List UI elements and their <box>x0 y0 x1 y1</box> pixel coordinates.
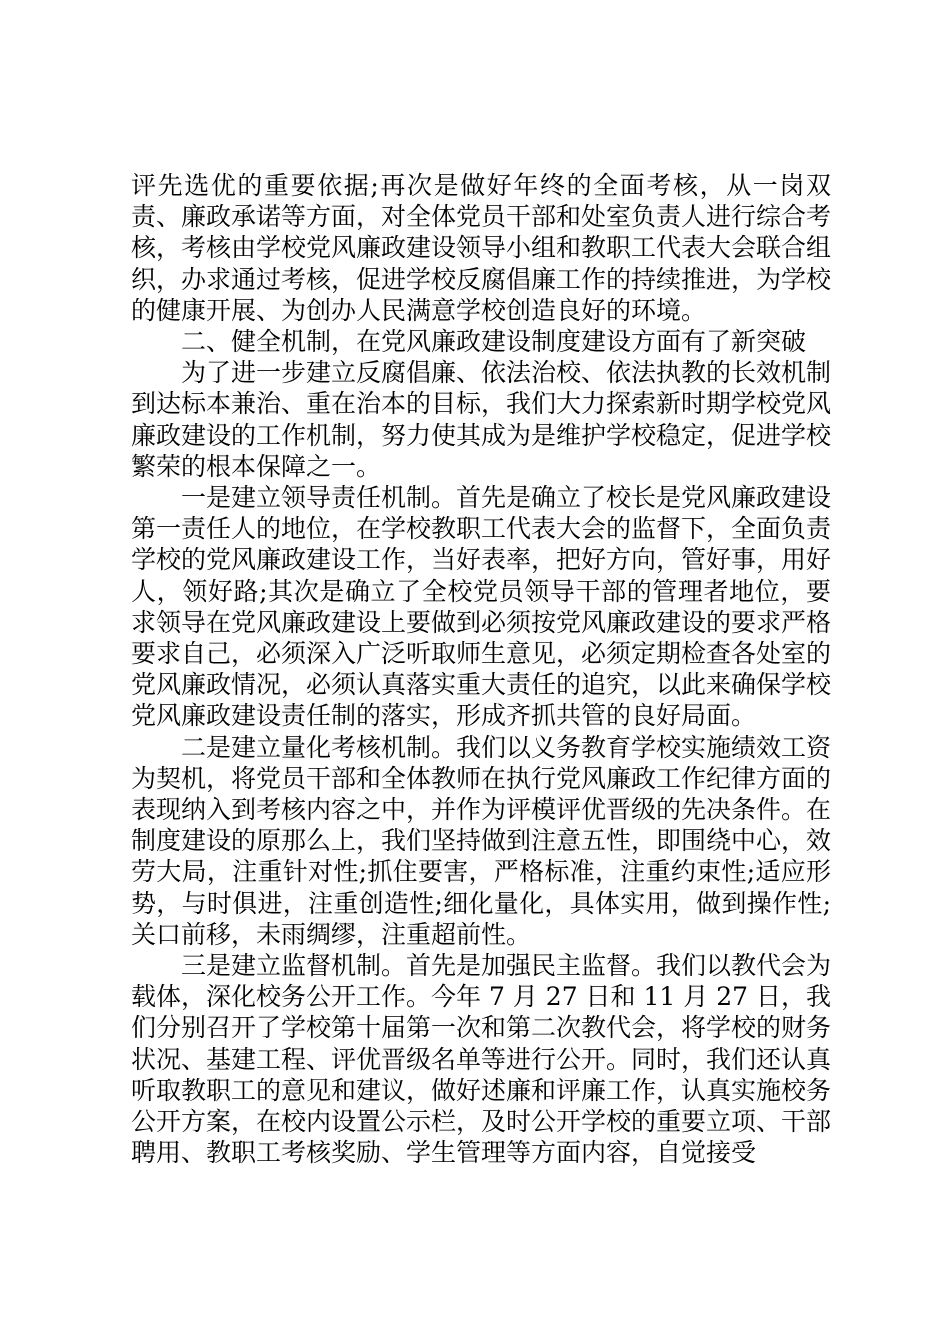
paragraph-3: 为了进一步建立反腐倡廉、依法治校、依法执教的长效机制到达标本兼治、重在治本的目标，我们大力探索新时期学校党风廉政建设的工作机制，努力使其成为是维护学校稳定，促进学校繁荣的根本保障之一。 <box>131 358 832 481</box>
document-body <box>131 170 831 1169</box>
paragraph-4: 一是建立领导责任机制。首先是确立了校长是党风廉政建设第一责任人的地位，在学校教职工代表大会的监督下，全面负责学校的党风廉政建设工作，当好表率，把好方向，管好事，用好人，领好路;其次是确立了全校党员领导干部的管理者地位，要求领导在党风廉政建设上要做到必须按党风廉政建设的要求严格要求自己，必须深入广泛听取师生意见，必须定期检查各处室的党风廉政情况，必须认真落实重大责任的追究，以此来确保学校党风廉政建设责任制的落实，形成齐抓共管的良好局面。 <box>131 483 832 731</box>
paragraph-1: 评先选优的重要依据;再次是做好年终的全面考核，从一岗双责、廉政承诺等方面，对全体党员干部和处室负责人进行综合考核，考核由学校党风廉政建设领导小组和教职工代表大会联合组织，办求通过考核，促进学校反腐倡廉工作的持续推进，为学校的健康开展、为创办人民满意学校创造良好的环境。 <box>131 171 832 325</box>
paragraph-6: 三是建立监督机制。首先是加强民主监督。我们以教代会为载体，深化校务公开工作。今年 7 月 27 日和 11 月 27 日，我们分别召开了学校第十届第一次和第二次教代会，将学校的财务状况、基建工程、评优晋级名单等进行公开。同时，我们还认真听取教职工的意见和建议，做好述廉和评廉工作，认真实施校务公开方案，在校内设置公示栏，及时公开学校的重要立项、干部聘用、教职工考核奖励、学生管理等方面内容，自觉接受 <box>131 951 832 1168</box>
section-heading-2: 二、健全机制，在党风廉政建设制度建设方面有了新突破 <box>181 327 807 357</box>
paragraph-5: 二是建立量化考核机制。我们以义务教育学校实施绩效工资为契机，将党员干部和全体教师在执行党风廉政工作纪律方面的表现纳入到考核内容之中，并作为评模评优晋级的先决条件。在制度建设的原那么上，我们坚持做到注意五性，即围绕中心，效劳大局，注重针对性;抓住要害，严格标准，注重约束性;适应形势，与时俱进，注重创造性;细化量化，具体实用，做到操作性;关口前移，未雨绸缪，注重超前性。 <box>131 732 832 949</box>
